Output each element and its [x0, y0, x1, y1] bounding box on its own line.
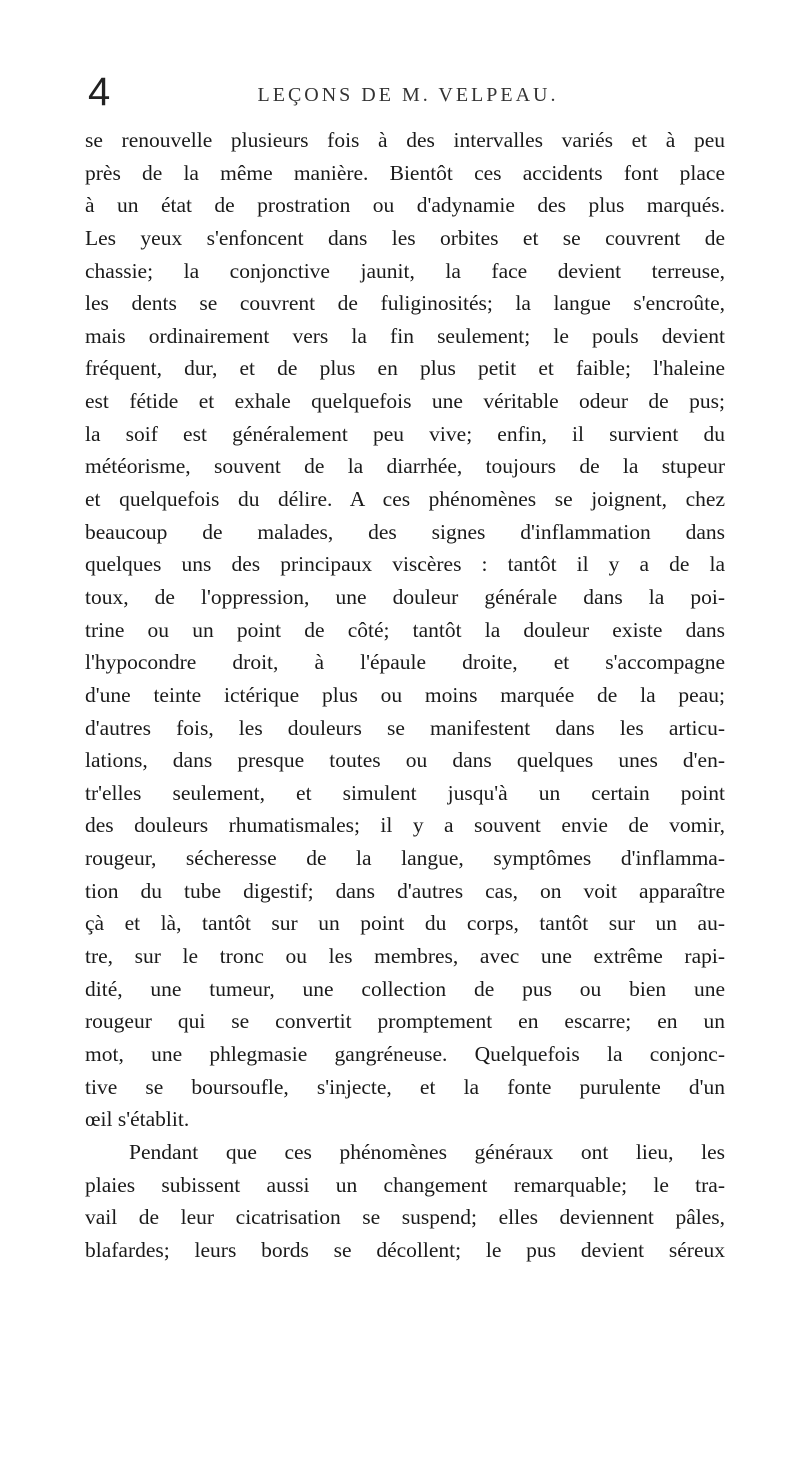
- page-body-text: [85, 124, 725, 1266]
- text-line: d'une teinte ictérique plus ou moins marquée de la peau;: [85, 682, 725, 707]
- text-line: tre, sur le tronc ou les membres, avec une extrême rapi-: [85, 944, 725, 969]
- text-line: la soif est généralement peu vive; enfin, il survient du: [85, 421, 725, 446]
- text-line: plaies subissent aussi un changement remarquable; le tra-: [85, 1172, 725, 1197]
- text-line: rougeur, sécheresse de la langue, symptômes d'inflamma-: [85, 846, 725, 871]
- text-line: est fétide et exhale quelquefois une véritable odeur de pus;: [85, 389, 725, 414]
- text-line: des douleurs rhumatismales; il y a souvent envie de vomir,: [85, 813, 725, 838]
- text-line: quelques uns des principaux viscères : tantôt il y a de la: [85, 552, 725, 577]
- running-title: LEÇONS DE M. VELPEAU.: [257, 84, 559, 106]
- text-line: chassie; la conjonctive jaunit, la face devient terreuse,: [85, 258, 725, 283]
- paragraph-end-line: œil s'établit.: [85, 1107, 190, 1132]
- text-line: trine ou un point de côté; tantôt la douleur existe dans: [85, 617, 725, 642]
- text-line: l'hypocondre droit, à l'épaule droite, et s'accompagne: [85, 650, 725, 675]
- paragraph-start-line: Pendant que ces phénomènes généraux ont lieu, les: [129, 1139, 725, 1164]
- text-line: tive se boursoufle, s'injecte, et la fonte purulente d'un: [85, 1074, 725, 1099]
- text-line: près de la même manière. Bientôt ces accidents font place: [85, 160, 725, 185]
- page-header: [88, 72, 728, 112]
- text-line: mais ordinairement vers la fin seulement; le pouls devient: [85, 323, 725, 348]
- text-line: tion du tube digestif; dans d'autres cas, on voit apparaître: [85, 878, 725, 903]
- text-line: mot, une phlegmasie gangréneuse. Quelquefois la conjonc-: [85, 1041, 725, 1066]
- text-line: lations, dans presque toutes ou dans quelques unes d'en-: [85, 748, 725, 773]
- text-line: les dents se couvrent de fuliginosités; la langue s'encroûte,: [85, 291, 725, 316]
- text-line: çà et là, tantôt sur un point du corps, tantôt sur un au-: [85, 911, 725, 936]
- text-line: fréquent, dur, et de plus en plus petit et faible; l'haleine: [85, 356, 725, 381]
- text-line: météorisme, souvent de la diarrhée, toujours de la stupeur: [85, 454, 725, 479]
- text-line: se renouvelle plusieurs fois à des intervalles variés et à peu: [85, 128, 725, 152]
- text-line: à un état de prostration ou d'adynamie des plus marqués.: [85, 193, 725, 218]
- text-line: Les yeux s'enfoncent dans les orbites et se couvrent de: [85, 225, 725, 250]
- text-line: d'autres fois, les douleurs se manifestent dans les articu-: [85, 715, 725, 740]
- text-line: tr'elles seulement, et simulent jusqu'à un certain point: [85, 780, 725, 805]
- text-line: blafardes; leurs bords se décollent; le pus devient séreux: [85, 1237, 725, 1262]
- page-number: 4: [88, 70, 111, 114]
- text-line: rougeur qui se convertit promptement en escarre; en un: [85, 1009, 725, 1034]
- text-line: dité, une tumeur, une collection de pus ou bien une: [85, 976, 725, 1001]
- text-line: beaucoup de malades, des signes d'inflammation dans: [85, 519, 725, 544]
- text-line: et quelquefois du délire. A ces phénomènes se joignent, chez: [85, 487, 725, 512]
- text-line: toux, de l'oppression, une douleur générale dans la poi-: [85, 584, 725, 609]
- text-line: vail de leur cicatrisation se suspend; elles deviennent pâles,: [85, 1205, 725, 1230]
